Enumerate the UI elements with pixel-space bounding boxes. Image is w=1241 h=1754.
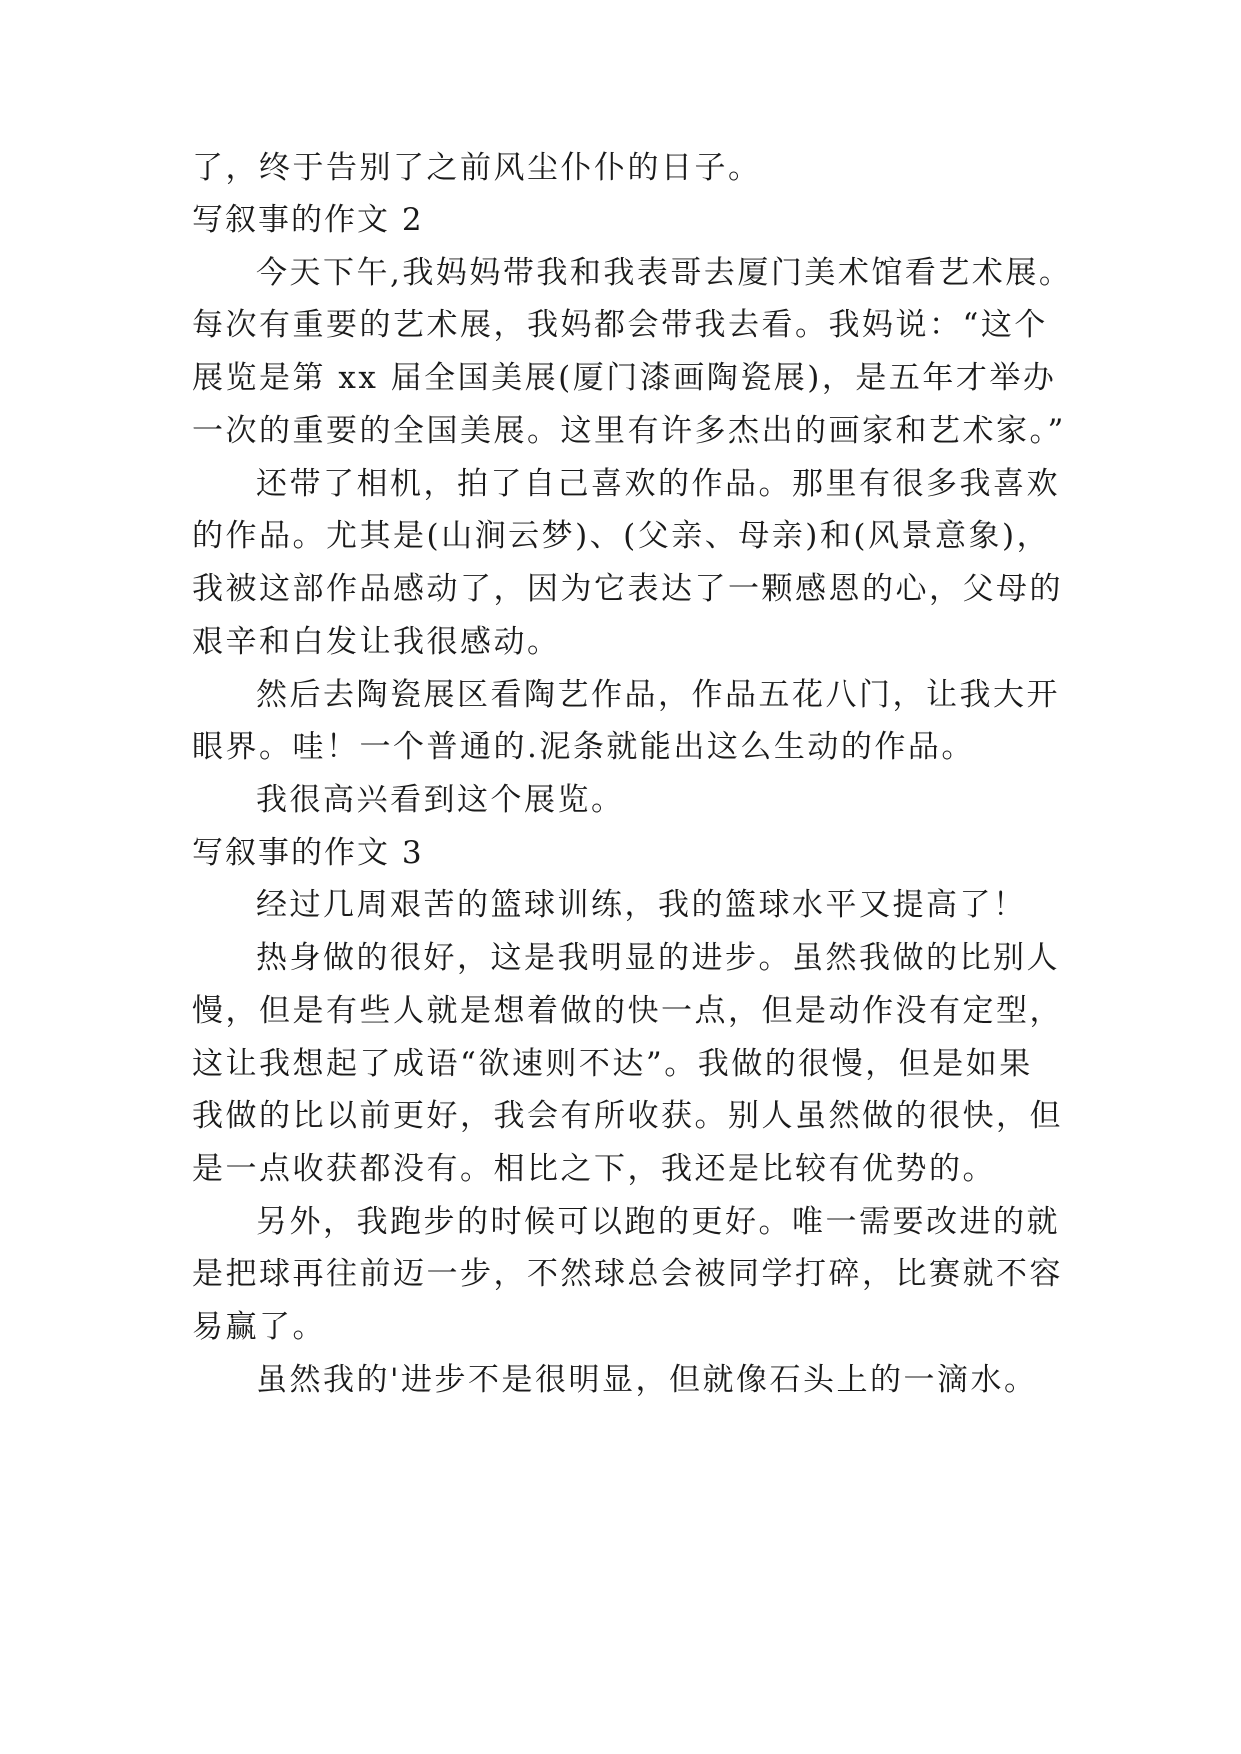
text-line: 另外，我跑步的时候可以跑的更好。唯一需要改进的就 bbox=[256, 1204, 1060, 1240]
text-line: 易赢了。 bbox=[192, 1309, 326, 1345]
text-line: 还带了相机，拍了自己喜欢的作品。那里有很多我喜欢 bbox=[256, 466, 1060, 502]
text-line: 我被这部作品感动了，因为它表达了一颗感恩的心，父母的 bbox=[192, 571, 1063, 607]
text-line: 慢，但是有些人就是想着做的快一点，但是动作没有定型， bbox=[192, 993, 1063, 1029]
section-heading: 写叙事的作文 3 bbox=[192, 835, 424, 871]
section-heading: 写叙事的作文 2 bbox=[192, 202, 424, 238]
text-line: 热身做的很好，这是我明显的进步。虽然我做的比别人 bbox=[256, 940, 1060, 976]
text-line: 眼界。哇！一个普通的.泥条就能出这么生动的作品。 bbox=[192, 729, 975, 765]
text-line: 今天下午,我妈妈带我和我表哥去厦门美术馆看艺术展。 bbox=[256, 255, 1073, 291]
text-line: 每次有重要的艺术展，我妈都会带我去看。我妈说：“这个 bbox=[192, 307, 1048, 343]
text-line: 这让我想起了成语“欲速则不达”。我做的很慢，但是如果 bbox=[192, 1046, 1033, 1082]
text-line: 我很高兴看到这个展览。 bbox=[256, 782, 625, 818]
text-line: 艰辛和白发让我很感动。 bbox=[192, 624, 561, 660]
text-line: 展览是第 xx 届全国美展(厦门漆画陶瓷展)，是五年才举办 bbox=[192, 360, 1057, 396]
text-line: 是把球再往前迈一步，不然球总会被同学打碎，比赛就不容 bbox=[192, 1256, 1063, 1292]
text-line: 是一点收获都没有。相比之下，我还是比较有优势的。 bbox=[192, 1151, 996, 1187]
text-line: 我做的比以前更好，我会有所收获。别人虽然做的很快，但 bbox=[192, 1098, 1063, 1134]
text-line: 了，终于告别了之前风尘仆仆的日子。 bbox=[192, 150, 762, 186]
text-line: 的作品。尤其是(山涧云梦)、(父亲、母亲)和(风景意象)， bbox=[192, 518, 1051, 554]
text-line: 然后去陶瓷展区看陶艺作品，作品五花八门，让我大开 bbox=[256, 677, 1060, 713]
text-line: 经过几周艰苦的篮球训练，我的篮球水平又提高了！ bbox=[256, 887, 1027, 923]
text-line: 一次的重要的全国美展。这里有许多杰出的画家和艺术家。” bbox=[192, 413, 1066, 449]
text-line: 虽然我的'进步不是很明显，但就像石头上的一滴水。 bbox=[256, 1362, 1038, 1398]
